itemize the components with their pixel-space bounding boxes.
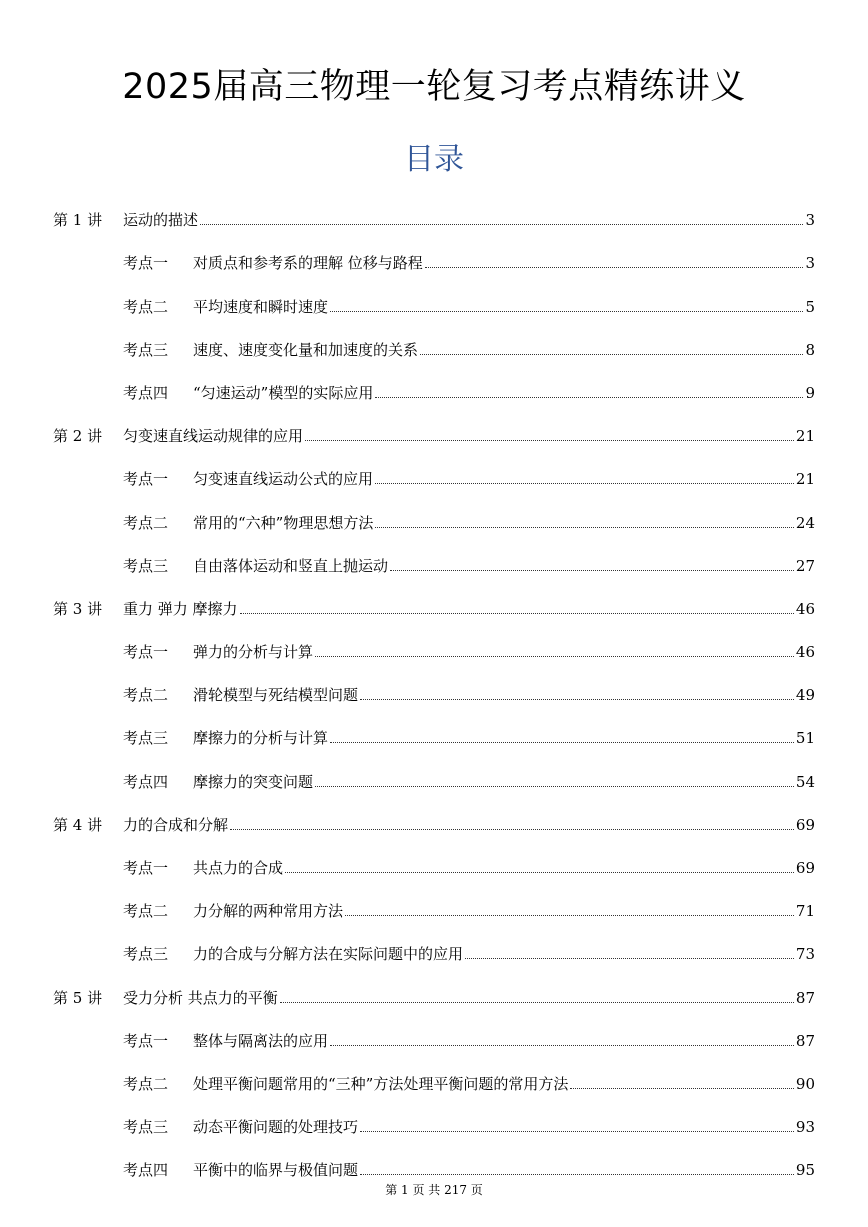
toc-page-number: 90 <box>795 1074 815 1093</box>
toc-page-number: 49 <box>795 686 815 705</box>
toc-section-number: 考点二 <box>123 902 169 921</box>
toc-page-number: 21 <box>795 470 815 489</box>
page-footer: 第 1 页 共 217 页 <box>385 1183 483 1197</box>
toc-chapter-entry[interactable] <box>53 794 815 837</box>
toc-dot-leader <box>280 1002 794 1003</box>
toc-section-entry[interactable] <box>53 621 815 664</box>
toc-dot-leader <box>375 397 803 398</box>
toc-chapter-title: 受力分析 共点力的平衡 <box>123 988 278 1007</box>
toc-section-number: 考点一 <box>123 470 169 489</box>
toc-page-number: 27 <box>795 556 815 575</box>
toc-section-number: 考点三 <box>123 1118 169 1137</box>
toc-page-number: 46 <box>795 643 815 662</box>
toc-chapter-title: 匀变速直线运动规律的应用 <box>123 427 304 446</box>
toc-page-number: 95 <box>795 1161 815 1180</box>
toc-page-number: 93 <box>795 1118 815 1137</box>
toc-dot-leader <box>345 915 794 916</box>
toc-section-number: 考点一 <box>123 643 169 662</box>
toc-dot-leader <box>305 440 794 441</box>
toc-section-entry[interactable] <box>53 535 815 578</box>
toc-section-title: “匀速运动”模型的实际应用 <box>193 383 374 402</box>
toc-page-number: 3 <box>805 254 815 273</box>
toc-section-entry[interactable] <box>53 1010 815 1053</box>
toc-section-entry[interactable] <box>53 1053 815 1096</box>
toc-section-title: 处理平衡问题常用的“三种”方法处理平衡问题的常用方法 <box>193 1074 569 1093</box>
toc-page-number: 8 <box>805 340 815 359</box>
toc-chapter-entry[interactable] <box>53 966 815 1009</box>
toc-section-title: 摩擦力的突变问题 <box>193 772 314 791</box>
toc-section-number: 考点三 <box>123 340 169 359</box>
toc-page-number: 5 <box>805 297 815 316</box>
toc-dot-leader <box>390 570 794 571</box>
toc-page-number: 87 <box>795 988 815 1007</box>
toc-section-title: 速度、速度变化量和加速度的关系 <box>193 340 419 359</box>
toc-section-entry[interactable] <box>53 491 815 534</box>
toc-chapter-title: 重力 弹力 摩擦力 <box>123 599 238 618</box>
toc-dot-leader <box>200 224 803 225</box>
toc-chapter-number: 第 1 讲 <box>53 211 103 230</box>
toc-page-number: 69 <box>795 859 815 877</box>
toc-section-entry[interactable] <box>53 275 815 318</box>
toc-section-title: 常用的“六种”物理思想方法 <box>193 513 374 532</box>
toc-dot-leader <box>330 742 794 743</box>
toc-section-number: 考点四 <box>123 772 169 791</box>
toc-chapter-number: 第 4 讲 <box>53 815 103 834</box>
toc-page-number: 3 <box>805 211 815 230</box>
document-title: 2025届高三物理一轮复习考点精练讲义 <box>122 67 746 107</box>
toc-section-entry[interactable] <box>53 362 815 405</box>
toc-section-title: 弹力的分析与计算 <box>193 643 314 662</box>
toc-section-number: 考点二 <box>123 513 169 532</box>
toc-dot-leader <box>230 829 794 830</box>
toc-dot-leader <box>465 958 794 959</box>
toc-dot-leader <box>425 267 804 268</box>
toc-chapter-number: 第 2 讲 <box>53 427 103 446</box>
toc-section-number: 考点一 <box>123 859 169 877</box>
toc-section-title: 共点力的合成 <box>193 859 284 877</box>
toc-page-number: 24 <box>795 513 815 532</box>
toc-section-number: 考点一 <box>123 1031 169 1050</box>
toc-chapter-number: 第 5 讲 <box>53 988 103 1007</box>
toc-section-number: 考点一 <box>123 254 169 273</box>
toc-page-number: 46 <box>795 599 815 618</box>
toc-section-title: 整体与隔离法的应用 <box>193 1031 329 1050</box>
toc-dot-leader <box>420 354 803 355</box>
toc-dot-leader <box>330 311 803 312</box>
toc-section-entry[interactable] <box>53 1096 815 1139</box>
toc-section-entry[interactable] <box>53 923 815 966</box>
table-of-contents <box>53 189 815 1182</box>
toc-section-entry[interactable] <box>53 707 815 750</box>
toc-dot-leader <box>315 656 794 657</box>
toc-page-number: 87 <box>795 1031 815 1050</box>
toc-section-number: 考点二 <box>123 1074 169 1093</box>
toc-section-entry[interactable] <box>53 232 815 275</box>
toc-dot-leader <box>360 1174 794 1175</box>
toc-dot-leader <box>315 786 794 787</box>
toc-section-entry[interactable] <box>53 750 815 793</box>
toc-section-title: 力的合成与分解方法在实际问题中的应用 <box>193 945 464 964</box>
toc-section-number: 考点三 <box>123 945 169 964</box>
toc-section-entry[interactable] <box>53 319 815 362</box>
toc-section-entry[interactable] <box>53 664 815 707</box>
toc-section-title: 匀变速直线运动公式的应用 <box>193 470 374 489</box>
toc-section-title: 力分解的两种常用方法 <box>193 902 344 921</box>
toc-page-number: 73 <box>795 945 815 964</box>
toc-section-number: 考点四 <box>123 383 169 402</box>
toc-section-title: 对质点和参考系的理解 位移与路程 <box>193 254 423 273</box>
toc-section-entry[interactable] <box>53 880 815 923</box>
toc-section-entry[interactable] <box>53 1139 815 1182</box>
toc-dot-leader <box>240 613 794 614</box>
toc-page-number: 51 <box>795 729 815 748</box>
toc-page-number: 69 <box>795 815 815 834</box>
toc-section-entry[interactable] <box>53 448 815 491</box>
toc-section-number: 考点三 <box>123 729 169 748</box>
toc-section-number: 考点二 <box>123 297 169 316</box>
toc-dot-leader <box>360 1131 794 1132</box>
toc-chapter-number: 第 3 讲 <box>53 599 103 618</box>
toc-dot-leader <box>375 527 794 528</box>
toc-section-title: 自由落体运动和竖直上抛运动 <box>193 556 389 575</box>
toc-section-title: 滑轮模型与死结模型问题 <box>193 686 359 705</box>
toc-section-title: 平均速度和瞬时速度 <box>193 297 329 316</box>
toc-section-title: 平衡中的临界与极值问题 <box>193 1161 359 1180</box>
toc-dot-leader <box>330 1045 794 1046</box>
toc-dot-leader <box>360 699 794 700</box>
toc-dot-leader <box>285 872 794 873</box>
toc-section-title: 动态平衡问题的处理技巧 <box>193 1118 359 1137</box>
toc-chapter-title: 运动的描述 <box>123 211 199 230</box>
toc-page-number: 21 <box>795 427 815 446</box>
toc-section-number: 考点四 <box>123 1161 169 1180</box>
toc-dot-leader <box>570 1088 794 1089</box>
toc-chapter-title: 力的合成和分解 <box>123 815 229 834</box>
toc-dot-leader <box>375 483 794 484</box>
toc-heading: 目录 <box>404 142 464 177</box>
toc-chapter-entry[interactable] <box>53 405 815 448</box>
toc-chapter-entry[interactable] <box>53 189 815 232</box>
toc-page-number: 9 <box>805 383 815 402</box>
toc-page-number: 54 <box>795 772 815 791</box>
toc-page-number: 71 <box>795 902 815 921</box>
toc-section-number: 考点二 <box>123 686 169 705</box>
toc-section-entry[interactable] <box>53 837 815 880</box>
toc-section-number: 考点三 <box>123 556 169 575</box>
toc-chapter-entry[interactable] <box>53 578 815 621</box>
toc-section-title: 摩擦力的分析与计算 <box>193 729 329 748</box>
